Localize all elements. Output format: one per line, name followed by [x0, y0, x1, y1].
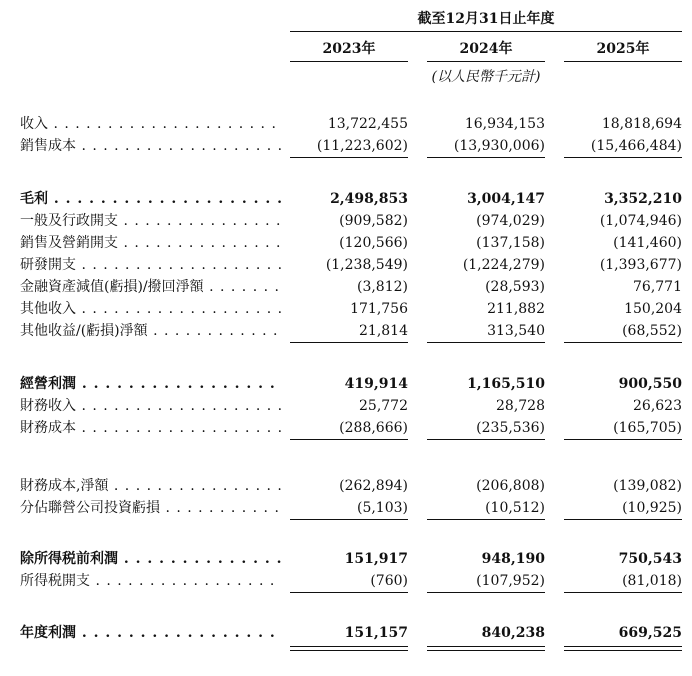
row-label: 分佔聯營公司投資虧損 . . . [20, 497, 282, 519]
row-value: (120,566) [339, 235, 408, 251]
row-value: (5,103) [356, 500, 408, 516]
row-value: 25,772 [359, 398, 408, 414]
total-double-rule [290, 646, 408, 651]
total-double-rule [427, 646, 545, 651]
row-value: (760) [370, 573, 408, 589]
year-header-2024: 2024年 [459, 41, 513, 57]
period-header: 截至12月31日止年度 [417, 11, 555, 27]
subtotal-rule [290, 519, 408, 520]
row-value: 150,204 [624, 301, 682, 317]
subtotal-rule [427, 439, 545, 440]
subtotal-rule [427, 519, 545, 520]
row-value: 3,352,210 [604, 191, 682, 207]
row-label: 銷售成本 . . . [20, 135, 282, 157]
subtotal-rule [427, 157, 545, 158]
row-value: (81,018) [622, 573, 682, 589]
row-value: (288,666) [339, 420, 408, 436]
subtotal-rule [564, 342, 682, 343]
row-value: 21,814 [359, 323, 408, 339]
row-value: (10,512) [485, 500, 545, 516]
row-value: 171,756 [350, 301, 408, 317]
row-value: 28,728 [496, 398, 545, 414]
row-value: 26,623 [633, 398, 682, 414]
row-value: 419,914 [344, 376, 408, 392]
row-value: (1,238,549) [325, 257, 408, 273]
row-value: 2,498,853 [330, 191, 408, 207]
row-value: 750,543 [618, 551, 682, 567]
year-header-2025: 2025年 [596, 41, 650, 57]
row-value: (909,582) [339, 213, 408, 229]
row-label: 金融資產減值(虧損)/撥回淨額 . . . [20, 276, 282, 298]
row-label: 財務收入 . . . [20, 395, 282, 417]
row-value: (1,074,946) [599, 213, 682, 229]
subtotal-rule [427, 342, 545, 343]
subtotal-rule [290, 592, 408, 593]
row-value: 151,917 [344, 551, 408, 567]
row-value: (13,930,006) [453, 138, 545, 154]
row-label: 收入 . . . [20, 113, 282, 135]
row-label: 所得税開支 . . . [20, 570, 282, 592]
subtotal-rule [290, 342, 408, 343]
row-label: 毛利 . . . [20, 188, 282, 210]
row-value: 313,540 [487, 323, 545, 339]
subtotal-rule [564, 439, 682, 440]
row-value: (206,808) [476, 478, 545, 494]
subtotal-rule [290, 439, 408, 440]
subtotal-rule [564, 592, 682, 593]
row-label: 一般及行政開支 . . . [20, 210, 282, 232]
row-label: 經營利潤 . . . [20, 373, 282, 395]
row-value: 900,550 [618, 376, 682, 392]
subtotal-rule [427, 592, 545, 593]
row-value: (11,223,602) [316, 138, 408, 154]
unit-label: (以人民幣千元計) [431, 69, 541, 85]
row-value: 840,238 [481, 625, 545, 641]
row-value: 948,190 [481, 551, 545, 567]
row-value: 211,882 [487, 301, 545, 317]
row-value: (165,705) [613, 420, 682, 436]
period-header-rule [290, 31, 682, 32]
row-label: 財務成本 . . . [20, 417, 282, 439]
row-value: (15,466,484) [590, 138, 682, 154]
row-value: 669,525 [618, 625, 682, 641]
year-header-rule [564, 61, 682, 62]
row-value: (28,593) [485, 279, 545, 295]
row-value: 76,771 [633, 279, 682, 295]
row-value: (235,536) [476, 420, 545, 436]
row-value: 16,934,153 [464, 116, 545, 132]
row-value: (137,158) [476, 235, 545, 251]
row-value: (141,460) [613, 235, 682, 251]
row-value: (107,952) [476, 573, 545, 589]
row-label: 年度利潤 . . . [20, 622, 282, 644]
row-label: 其他收入 . . . [20, 298, 282, 320]
row-value: 18,818,694 [601, 116, 682, 132]
row-value: 13,722,455 [327, 116, 408, 132]
row-value: 3,004,147 [467, 191, 545, 207]
row-value: (68,552) [622, 323, 682, 339]
total-double-rule [564, 646, 682, 651]
year-header-rule [427, 61, 545, 62]
row-value: (3,812) [356, 279, 408, 295]
year-header-2023: 2023年 [322, 41, 376, 57]
row-label: 財務成本,淨額 . . . [20, 475, 282, 497]
row-value: 151,157 [344, 625, 408, 641]
row-value: (139,082) [613, 478, 682, 494]
subtotal-rule [564, 519, 682, 520]
row-label: 其他收益/(虧損)淨額 . . . [20, 320, 282, 342]
row-value: (262,894) [339, 478, 408, 494]
year-header-rule [290, 61, 408, 62]
subtotal-rule [290, 157, 408, 158]
subtotal-rule [564, 157, 682, 158]
row-value: (1,393,677) [599, 257, 682, 273]
row-value: (10,925) [622, 500, 682, 516]
row-label: 研發開支 . . . [20, 254, 282, 276]
row-value: (1,224,279) [462, 257, 545, 273]
row-label: 銷售及營銷開支 . . . [20, 232, 282, 254]
row-value: (974,029) [476, 213, 545, 229]
row-label: 除所得税前利潤 . . . [20, 548, 282, 570]
row-value: 1,165,510 [467, 376, 545, 392]
